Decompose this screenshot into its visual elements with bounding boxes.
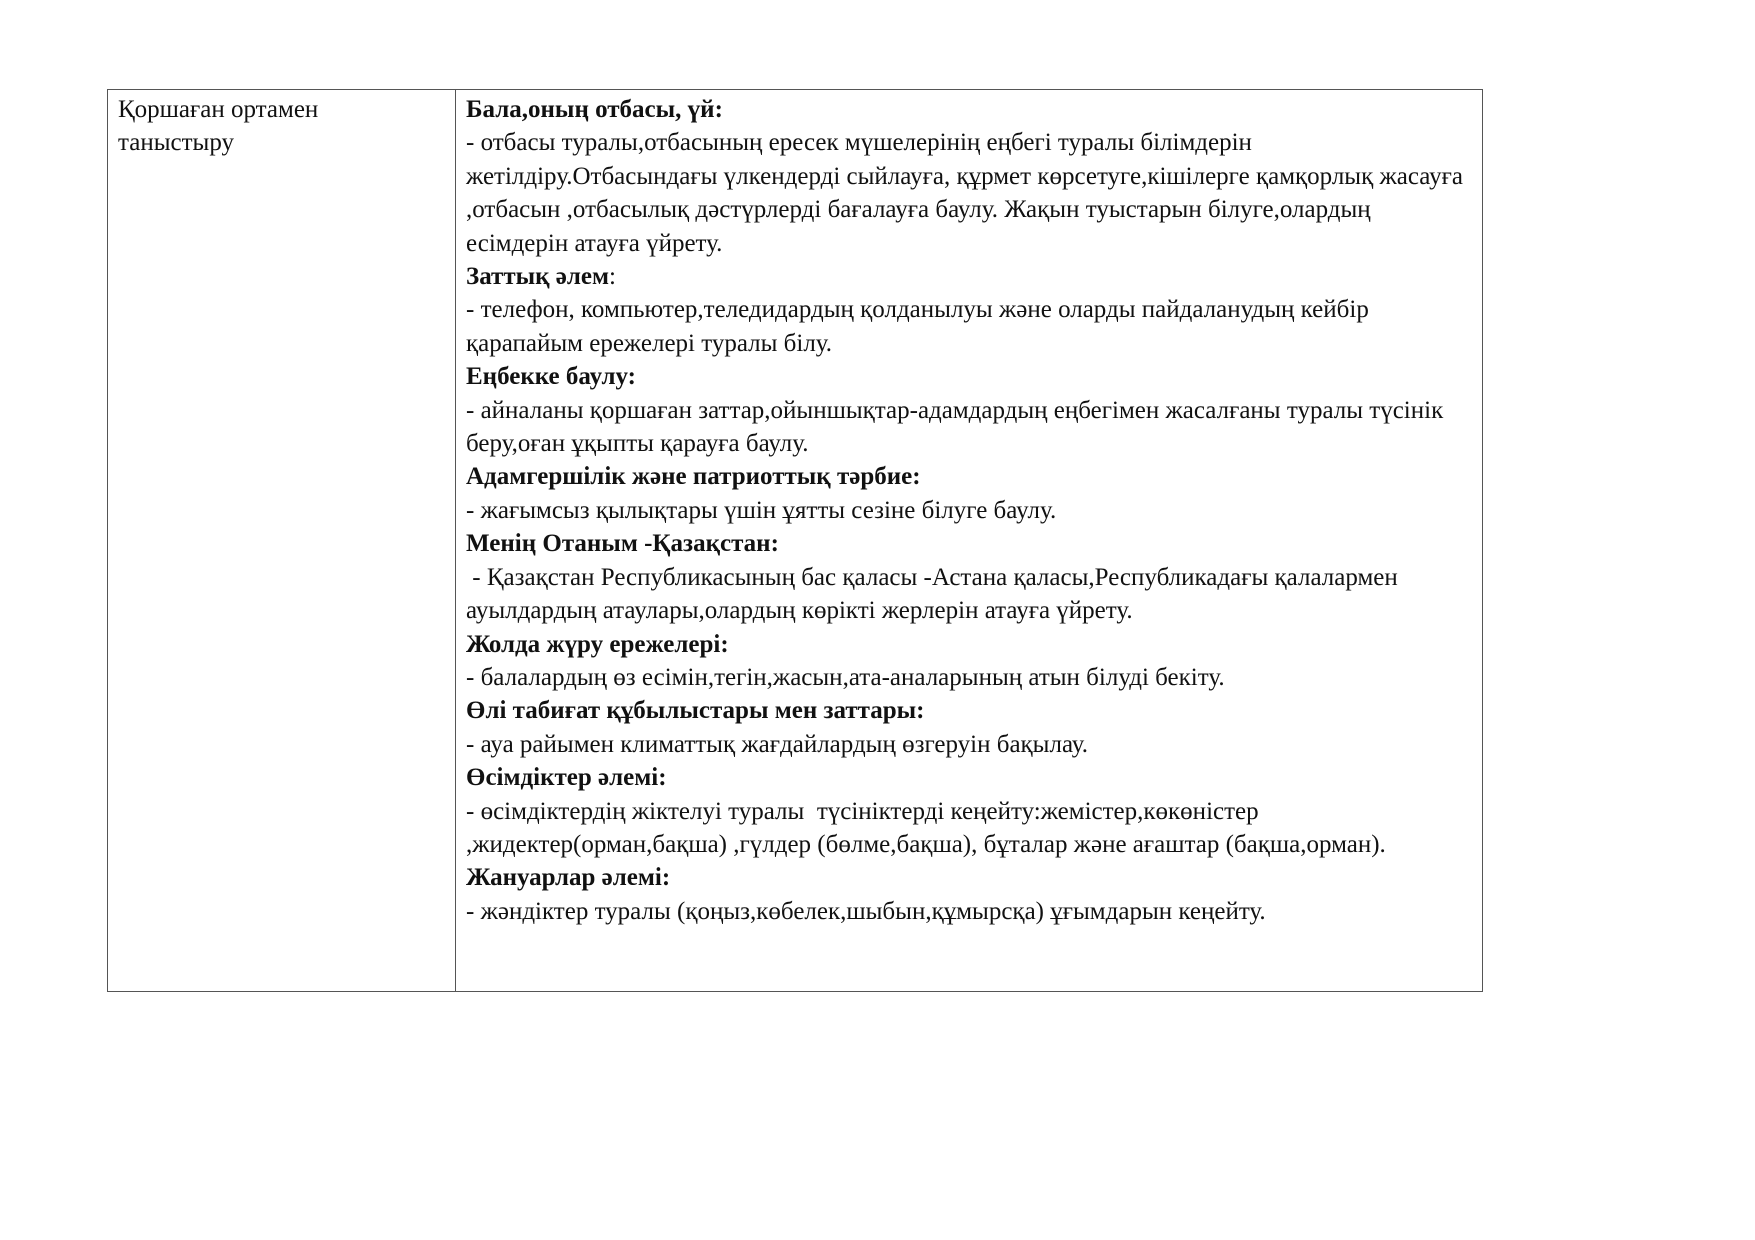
section-heading: Бала,оның отбасы, үй: [466,96,723,123]
section-heading: Өлі табиғат құбылыстары мен заттары: [466,697,925,725]
section-text: - жәндіктер туралы (қоңыз,көбелек,шыбын,құмырсқа) ұғымдарын кеңейту. [466,897,1266,925]
subject-title-line-2: таныстыру [118,129,234,157]
section-text: - телефон, компьютер,теледидардың қолданылуы және оларды пайдаланудың кейбір қарапайым ережелері туралы білу. [466,296,1369,357]
curriculum-table [107,89,1483,992]
section-text: - Қазақстан Республикасының бас қаласы -Астана қаласы,Республикадағы қалалармен ауылдардың атаулары,олардың көрікті жерлерін атауға үйрету. [466,563,1405,625]
content-cell [456,90,1483,992]
section-heading-colon: : [609,263,616,291]
table-row [108,90,1483,992]
section-heading: Менің Отаным -Қазақстан: [466,530,779,558]
section-text: - балалардың өз есімін,тегін,жасын,ата-аналарының атын білуді бекіту. [466,663,1225,691]
section-heading: Еңбекке баулу: [466,363,637,391]
section-text: - өсімдіктердің жіктелуі туралы түсініктерді кеңейту:жемістер,көкөністер ,жидектер(орман,бақша) ,гүлдер (бөлме,бақша), бұталар және ағаштар (бақша,орман). [466,797,1386,858]
subject-cell [108,90,456,992]
section-text: - жағымсыз қылықтары үшін ұятты сезіне білуге баулу. [466,496,1057,524]
section-heading: Өсімдіктер әлемі: [466,764,667,792]
subject-title-line-1: Қоршаған ортамен [118,96,319,123]
section-text: - отбасы туралы,отбасының ересек мүшелерінің еңбегі туралы білімдерін жетілдіру.Отбасындағы үлкендерді сыйлауға, құрмет көрсетуге,кішілерге қамқорлық жасауға ,отбасын ,отбасылық дәстүрлерді бағалауға баулу. Жақын туыстарын білуге,олардың есімдерін атауға үйрету. [466,129,1463,257]
section-heading: Адамгершілік және патриоттық тәрбие: [466,463,921,491]
section-text: - ауа райымен климаттық жағдайлардың өзгеруін бақылау. [466,730,1089,758]
section-text: - айналаны қоршаған заттар,ойыншықтар-адамдардың еңбегімен жасалғаны туралы түсінік беру,оған ұқыпты қарауға баулу. [466,396,1444,458]
section-heading: Жолда жүру ережелері: [466,630,729,658]
section-heading-text: Заттық әлем [466,263,610,291]
section-heading [466,260,1472,293]
section-heading: Жануарлар әлемі: [466,864,671,892]
